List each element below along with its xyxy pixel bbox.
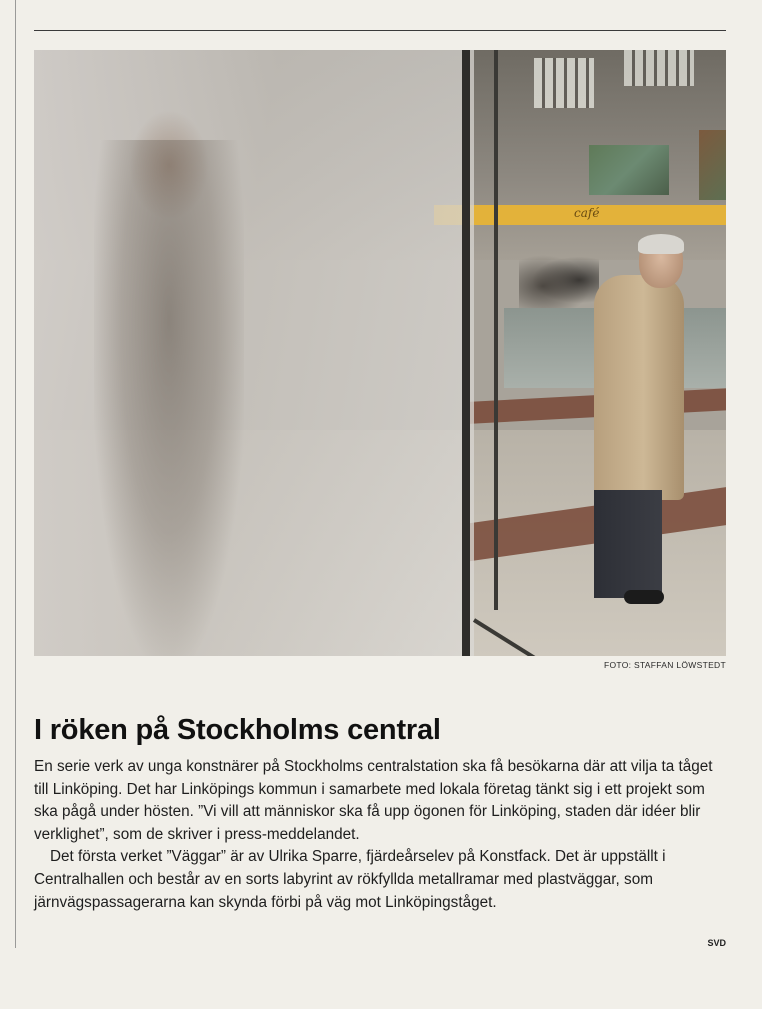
source-signature: SVD xyxy=(707,938,726,948)
man-shoe xyxy=(624,590,664,604)
man-in-coat xyxy=(594,275,684,500)
man-legs xyxy=(594,490,662,598)
ghost-figure xyxy=(94,140,244,656)
paragraph: Det första verket ”Väggar” är av Ulrika Sparre, fjärdeårselev på Konstfack. Det är uppställt i Centralhallen och består av en sorts labyrint av rökfyllda metallramar med plastväggar, som järnvägspassagerarna kan skynda förbi på väg mot Linköpingståget. xyxy=(34,848,666,911)
paragraph: En serie verk av unga konstnärer på Stockholms centralstation ska få besökarna där att vilja ta tåget till Linköping. Det har Linköpings kommun i samarbete med lokala företag tänkt sig i ett projekt som ska pågå under hösten. ”Vi vill att människor ska få upp ögonen för Linköping, staden där idéer blir verklighet”, som de skriver i press-meddelandet. xyxy=(34,758,713,843)
photo-windows xyxy=(534,58,594,108)
cafe-sign-text: café xyxy=(574,206,600,220)
photo-mural-right xyxy=(699,130,726,200)
metal-frame xyxy=(462,50,470,656)
photo-mural xyxy=(589,145,669,195)
photo-people xyxy=(519,250,599,310)
article-photo xyxy=(34,50,726,656)
column-rule xyxy=(15,0,16,948)
article-body xyxy=(34,756,726,914)
top-rule xyxy=(34,30,726,31)
man-hair xyxy=(638,234,684,254)
headline: I röken på Stockholms central xyxy=(34,714,441,746)
photo-credit: FOTO: STAFFAN LÖWSTEDT xyxy=(604,660,726,670)
photo-windows-right xyxy=(624,50,694,86)
metal-frame xyxy=(494,50,498,610)
